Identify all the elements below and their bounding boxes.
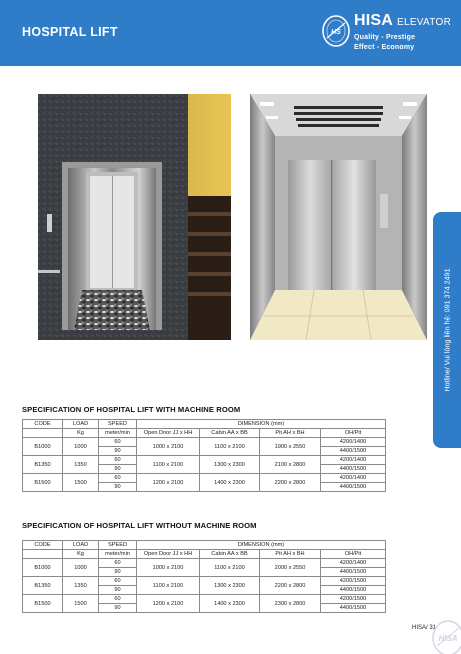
ohpit-cell: 4400/1500 <box>321 447 386 456</box>
load-cell: 1350 <box>63 456 99 474</box>
ohpit-cell: 4400/1500 <box>321 483 386 492</box>
pit-unit: Pit AH x BH <box>260 550 321 559</box>
ohpit-cell: 4200/1500 <box>321 577 386 586</box>
brand-suffix: ELEVATOR <box>397 17 452 28</box>
cabin-cell: 1400 x 2300 <box>200 474 260 492</box>
code-cell: B1000 <box>23 438 63 456</box>
speed-cell: 60 <box>99 577 137 586</box>
door-unit: Open Door JJ x HH <box>137 429 200 438</box>
load-unit: Kg <box>63 429 99 438</box>
header-banner <box>0 0 461 66</box>
speed-cell: 90 <box>99 586 137 595</box>
table-row <box>23 595 386 604</box>
hisa-logo-emblem <box>321 14 351 48</box>
dimension-header: DIMENSION (mm) <box>137 541 386 550</box>
table2-title: SPECIFICATION OF HOSPITAL LIFT WITHOUT MACHINE ROOM <box>22 521 257 530</box>
speed-cell: 90 <box>99 604 137 613</box>
load-unit: Kg <box>63 550 99 559</box>
load-cell: 1350 <box>63 577 99 595</box>
table-row <box>23 474 386 483</box>
page-title: HOSPITAL LIFT <box>22 25 118 39</box>
speed-unit: meter/min <box>99 429 137 438</box>
speed-header: SPEED <box>99 541 137 550</box>
ohpit-unit: OH/Pit <box>321 550 386 559</box>
code-cell: B1500 <box>23 474 63 492</box>
speed-cell: 90 <box>99 447 137 456</box>
elevator-entrance-photo <box>38 94 231 340</box>
pit-cell: 2200 x 2800 <box>260 577 321 595</box>
table-row <box>23 456 386 465</box>
table-row <box>23 559 386 568</box>
load-cell: 1000 <box>63 438 99 456</box>
table-row <box>23 577 386 586</box>
pit-cell: 1900 x 2550 <box>260 438 321 456</box>
ohpit-cell: 4400/1500 <box>321 465 386 474</box>
ohpit-cell: 4200/1400 <box>321 438 386 447</box>
speed-cell: 90 <box>99 483 137 492</box>
load-cell: 1500 <box>63 474 99 492</box>
svg-text:HS: HS <box>331 29 341 36</box>
dimension-header: DIMENSION (mm) <box>137 420 386 429</box>
speed-cell: 60 <box>99 595 137 604</box>
speed-cell: 60 <box>99 474 137 483</box>
hotline-text: Hotline/ Vui lòng liên hệ: 091 374 2491 <box>442 268 452 392</box>
code-cell: B1500 <box>23 595 63 613</box>
code-cell: B1000 <box>23 559 63 577</box>
ohpit-cell: 4400/1500 <box>321 568 386 577</box>
speed-cell: 60 <box>99 438 137 447</box>
tagline-line-1: Quality - Prestige <box>354 34 416 41</box>
cabin-cell: 1400 x 2300 <box>200 595 260 613</box>
ohpit-cell: 4200/1400 <box>321 559 386 568</box>
cabin-cell: 1100 x 2100 <box>200 559 260 577</box>
load-cell: 1500 <box>63 595 99 613</box>
brand-name: HISA <box>354 12 394 29</box>
door-cell: 1200 x 2100 <box>137 474 200 492</box>
ohpit-cell: 4200/1400 <box>321 456 386 465</box>
pit-cell: 2300 x 2800 <box>260 595 321 613</box>
table1-title: SPECIFICATION OF HOSPITAL LIFT WITH MACHINE ROOM <box>22 405 241 414</box>
code-header: CODE <box>23 541 63 550</box>
door-cell: 1100 x 2100 <box>137 577 200 595</box>
pit-cell: 2200 x 2800 <box>260 474 321 492</box>
cabin-cell: 1100 x 2100 <box>200 438 260 456</box>
door-cell: 1000 x 2100 <box>137 438 200 456</box>
door-unit: Open Door JJ x HH <box>137 550 200 559</box>
hisa-watermark-logo <box>428 616 461 654</box>
speed-cell: 90 <box>99 568 137 577</box>
load-header: LOAD <box>63 541 99 550</box>
cabin-unit: Cabin AA x BB <box>200 429 260 438</box>
cabin-unit: Cabin AA x BB <box>200 550 260 559</box>
spec-table-without-machine-room <box>22 540 386 613</box>
elevator-cabin-interior-photo <box>250 94 427 340</box>
code-cell: B1350 <box>23 577 63 595</box>
speed-header: SPEED <box>99 420 137 429</box>
cabin-cell: 1300 x 2300 <box>200 456 260 474</box>
speed-unit: meter/min <box>99 550 137 559</box>
load-cell: 1000 <box>63 559 99 577</box>
ohpit-cell: 4200/1400 <box>321 474 386 483</box>
ohpit-unit: OH/Pit <box>321 429 386 438</box>
cabin-cell: 1300 x 2300 <box>200 577 260 595</box>
ohpit-cell: 4200/1500 <box>321 595 386 604</box>
pit-cell: 2100 x 2800 <box>260 456 321 474</box>
code-cell: B1350 <box>23 456 63 474</box>
speed-cell: 60 <box>99 456 137 465</box>
spec-table-with-machine-room <box>22 419 386 492</box>
speed-cell: 60 <box>99 559 137 568</box>
hotline-side-tab <box>433 212 461 448</box>
page-number: HISA/ 31 <box>412 625 437 631</box>
door-cell: 1200 x 2100 <box>137 595 200 613</box>
svg-text:HISA: HISA <box>438 634 458 643</box>
speed-cell: 90 <box>99 465 137 474</box>
code-header: CODE <box>23 420 63 429</box>
ohpit-cell: 4400/1500 <box>321 586 386 595</box>
pit-unit: Pit AH x BH <box>260 429 321 438</box>
ohpit-cell: 4400/1500 <box>321 604 386 613</box>
pit-cell: 2000 x 2550 <box>260 559 321 577</box>
table-row <box>23 438 386 447</box>
load-header: LOAD <box>63 420 99 429</box>
tagline-line-2: Effect - Economy <box>354 44 415 51</box>
door-cell: 1000 x 2100 <box>137 559 200 577</box>
door-cell: 1100 x 2100 <box>137 456 200 474</box>
